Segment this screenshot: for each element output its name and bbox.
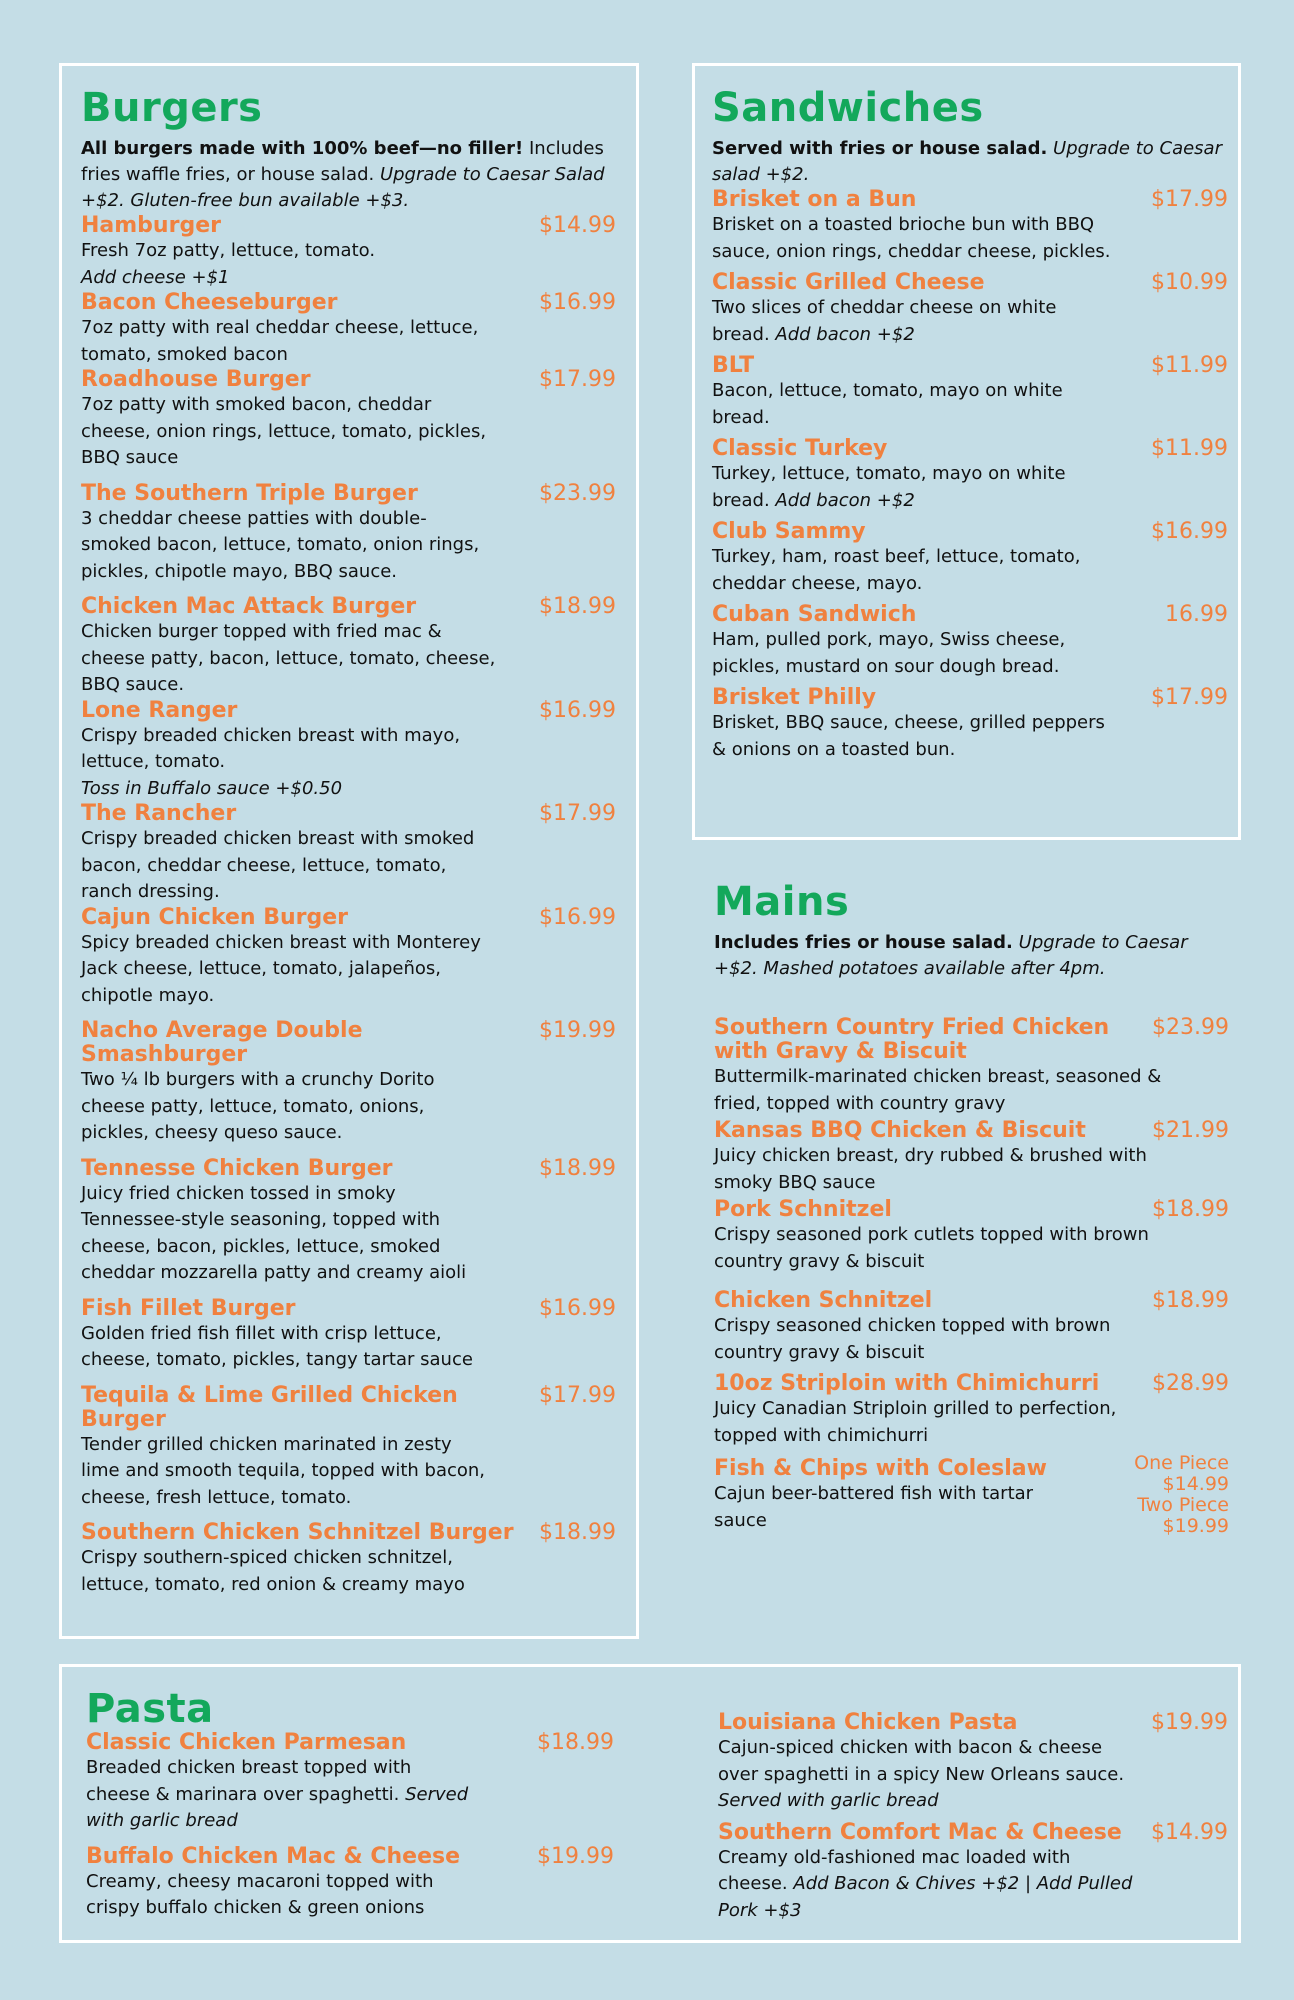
menu-item-name: BLT	[712, 353, 755, 378]
menu-item-name: Southern Chicken Schnitzel Burger	[81, 1520, 514, 1545]
menu-item-desc-text: Breaded chicken breast topped with cheese & marinara over spaghetti.	[86, 1757, 412, 1805]
menu-item-name: Classic Chicken Parmesan	[86, 1730, 407, 1755]
menu-item-desc	[714, 1313, 1229, 1366]
menu-item-name: Chicken Mac Attack Burger	[81, 594, 417, 619]
sandwiches-title: Sandwiches	[712, 85, 984, 131]
mains-list	[714, 1016, 1229, 1449]
menu-item-desc	[81, 1321, 616, 1374]
menu-item-note: Toss in Buffalo sauce +$0.50	[81, 777, 343, 799]
menu-item-name: Pork Schnitzel	[714, 1197, 892, 1222]
menu-item-price: $23.99	[539, 480, 616, 506]
menu-item-cajun-chicken-burger	[81, 906, 616, 1010]
menu-item-desc	[712, 544, 1228, 597]
menu-item-desc	[81, 315, 616, 368]
menu-item-price: $19.99	[1151, 1710, 1228, 1735]
menu-item-classic-grilled-cheese	[712, 271, 1228, 348]
sandwiches-intro	[712, 136, 1228, 188]
menu-item-desc-text: Chicken burger topped with fried mac & cheese patty, bacon, lettuce, tomato, cheese, BBQ sauce.	[81, 621, 496, 695]
menu-item-desc-text: Tender grilled chicken marinated in zesty lime and smooth tequila, topped with bacon, cheese, fresh lettuce, tomato.	[81, 1433, 486, 1508]
menu-item-price: $11.99	[1151, 436, 1228, 461]
menu-item-name: Bacon Cheeseburger	[81, 290, 338, 315]
menu-item-tennesse-chicken-burger	[81, 1157, 616, 1287]
menu-item-name: Nacho Average Double Smashburger	[81, 1018, 363, 1067]
fish-two-piece-price: $19.99	[1162, 1515, 1229, 1537]
menu-item-desc-text: Spicy breaded chicken breast with Monterey Jack cheese, lettuce, tomato, jalapeños, chipotle mayo.	[81, 931, 481, 1006]
menu-item-price: $14.99	[539, 213, 616, 238]
menu-item-name: Chicken Schnitzel	[714, 1288, 933, 1313]
menu-item-price: $23.99	[1152, 1015, 1229, 1040]
menu-item-kansas-bbq-chicken-biscuit	[714, 1119, 1229, 1196]
burgers-intro-italic: Upgrade to Caesar Salad +$2. Gluten-free bun available +$3.	[81, 164, 605, 211]
sandwiches-panel	[692, 63, 1241, 840]
menu-item-classic-turkey	[712, 437, 1228, 514]
menu-item-desc	[81, 619, 616, 699]
menu-item-price: $16.99	[539, 904, 616, 930]
menu-item-note: Add cheese +$1	[81, 266, 230, 288]
menu-item-price: $18.99	[1152, 1197, 1229, 1222]
menu-item-name: Brisket Philly	[712, 685, 877, 710]
menu-item-desc	[86, 1869, 614, 1922]
menu-item-fish-and-chips	[714, 1452, 1229, 1537]
menu-item-desc	[86, 1755, 614, 1835]
menu-item-southern-country-fried-chicken-with-gravy-biscuit	[714, 1016, 1229, 1117]
menu-item-fish-fillet-burger	[81, 1297, 616, 1374]
menu-item-price: $18.99	[539, 1520, 616, 1545]
burgers-panel	[59, 63, 639, 1639]
menu-item-name: Lone Ranger	[81, 697, 238, 723]
menu-item-desc	[714, 1222, 1229, 1275]
menu-item-desc-text: 3 cheddar cheese patties with double-smoked bacon, lettuce, tomato, onion rings, pickles, chipotle mayo, BBQ sauce.	[81, 507, 480, 582]
menu-item-desc	[712, 378, 1228, 431]
menu-item-desc	[714, 1143, 1229, 1196]
menu-item-brisket-philly	[712, 686, 1228, 763]
sandwiches-intro-italic: Upgrade to Caesar salad +$2.	[712, 138, 1222, 185]
mains-intro-italic: Upgrade to Caesar +$2. Mashed potatoes available after 4pm.	[714, 932, 1188, 979]
menu-item-price: $18.99	[539, 1155, 616, 1181]
menu-item-blt	[712, 354, 1228, 431]
fish-two-piece-label: Two Piece	[1137, 1494, 1229, 1516]
menu-item-desc	[712, 212, 1228, 265]
menu-item-louisiana-chicken-pasta	[718, 1711, 1228, 1815]
pasta-left-column	[86, 1731, 614, 1922]
burgers-intro-bold: All burgers made with 100% beef—no filler!	[81, 138, 524, 159]
menu-item-name: Roadhouse Burger	[81, 367, 311, 392]
menu-item-desc-text: Two slices of cheddar cheese on white bread.	[712, 297, 1057, 345]
menu-item-price: 16.99	[1165, 602, 1228, 627]
menu-item-price: $16.99	[1151, 519, 1228, 544]
pasta-panel	[59, 1664, 1241, 1943]
menu-item-desc	[81, 238, 616, 291]
menu-item-name: Fish Fillet Burger	[81, 1295, 296, 1321]
menu-item-name: Cuban Sandwich	[712, 602, 917, 627]
menu-item-roadhouse-burger	[81, 368, 616, 472]
menu-item-price: $14.99	[1151, 1819, 1228, 1845]
menu-item-note: Add bacon +$2	[775, 323, 915, 345]
menu-item-desc	[81, 723, 616, 803]
mains-intro-bold: Includes fries or house salad.	[714, 932, 1013, 953]
menu-item-name: Club Sammy	[712, 519, 866, 544]
menu-item-desc-text: Juicy chicken breast, dry rubbed & brushed with smoky BBQ sauce	[714, 1145, 1147, 1193]
menu-item-desc	[712, 627, 1228, 680]
menu-item-name: Classic Grilled Cheese	[712, 270, 985, 295]
fish-one-piece-price: $14.99	[1162, 1473, 1229, 1495]
menu-item-desc	[81, 392, 616, 472]
pasta-right-column	[718, 1711, 1228, 1924]
menu-item-name: Buffalo Chicken Mac & Cheese	[86, 1843, 461, 1869]
mains-intro	[714, 930, 1229, 982]
menu-item-the-southern-triple-burger	[81, 482, 616, 586]
menu-item-desc-text: Crispy southern-spiced chicken schnitzel, lettuce, tomato, red onion & creamy mayo	[81, 1547, 465, 1595]
menu-item-desc-text: Crispy seasoned chicken topped with brown country gravy & biscuit	[714, 1315, 1111, 1363]
menu-item-desc-text: Creamy, cheesy macaroni topped with crispy buffalo chicken & green onions	[86, 1870, 434, 1918]
menu-item-price: $16.99	[539, 290, 616, 315]
menu-item-desc	[81, 1545, 616, 1598]
menu-item-price: $18.99	[537, 1730, 614, 1755]
menu-item-name: Cajun Chicken Burger	[81, 904, 348, 930]
menu-item-the-rancher	[81, 802, 616, 906]
menu-item-chicken-schnitzel	[714, 1289, 1229, 1366]
menu-item-note: Add Bacon & Chives +$2 | Add Pulled Pork +$3	[718, 1873, 1133, 1921]
menu-item-brisket-on-a-bun	[712, 188, 1228, 265]
menu-item-price: $16.99	[539, 1295, 616, 1321]
sandwiches-intro-bold: Served with fries or house salad.	[712, 138, 1048, 159]
menu-item-desc-text: Crispy breaded chicken breast with mayo, lettuce, tomato.	[81, 724, 461, 772]
menu-item-price: $18.99	[539, 594, 616, 619]
burgers-list	[81, 214, 616, 1598]
menu-item-desc-text: Crispy seasoned pork cutlets topped with brown country gravy & biscuit	[714, 1224, 1149, 1272]
menu-item-price: $11.99	[1151, 353, 1228, 378]
menu-item-desc-text: Ham, pulled pork, mayo, Swiss cheese, pickles, mustard on sour dough bread.	[712, 629, 1066, 677]
menu-item-name: Southern Comfort Mac & Cheese	[718, 1819, 1122, 1845]
menu-item-desc	[718, 1845, 1228, 1925]
menu-item-name: The Southern Triple Burger	[81, 480, 418, 506]
mains-title: Mains	[714, 879, 850, 925]
burgers-intro	[81, 136, 616, 214]
mains-section	[714, 880, 1229, 1580]
menu-item-desc	[718, 1735, 1228, 1815]
menu-item-desc	[714, 1064, 1229, 1117]
menu-item-desc	[714, 1396, 1229, 1449]
menu-item-price: $17.99	[1151, 187, 1228, 212]
menu-item-cuban-sandwich	[712, 603, 1228, 680]
menu-item-desc-text: Fresh 7oz patty, lettuce, tomato.	[81, 240, 376, 261]
menu-item-name: Hamburger	[81, 213, 221, 238]
menu-item-desc-text: 7oz patty with real cheddar cheese, lettuce, tomato, smoked bacon	[81, 317, 479, 365]
menu-item-desc-text: Turkey, ham, roast beef, lettuce, tomato, cheddar cheese, mayo.	[712, 546, 1081, 594]
menu-item-desc-text: Juicy Canadian Striploin grilled to perfection, topped with chimichurri	[714, 1398, 1117, 1446]
menu-item-price: $16.99	[539, 697, 616, 723]
menu-item-name: Louisiana Chicken Pasta	[718, 1710, 1018, 1735]
menu-item-name: Kansas BBQ Chicken & Biscuit	[714, 1118, 1086, 1143]
menu-item-note: Served with garlic bread	[86, 1783, 469, 1831]
menu-item-desc	[81, 826, 616, 906]
menu-item-pork-schnitzel	[714, 1198, 1229, 1275]
menu-item-name: Tennesse Chicken Burger	[81, 1155, 393, 1181]
menu-item-desc-text: Buttermilk-marinated chicken breast, seasoned & fried, topped with country gravy	[714, 1066, 1162, 1114]
menu-item-desc-text: Creamy old-fashioned mac loaded with cheese.	[718, 1846, 1071, 1894]
menu-item-southern-chicken-schnitzel-burger	[81, 1521, 616, 1598]
menu-item-hamburger	[81, 214, 616, 291]
fish-one-piece-label: One Piece	[1134, 1452, 1229, 1474]
menu-item-desc	[81, 506, 616, 586]
menu-item-price: $18.99	[1152, 1288, 1229, 1313]
menu-item-desc-text: 7oz patty with smoked bacon, cheddar cheese, onion rings, lettuce, tomato, pickles, BBQ sauce	[81, 394, 487, 468]
menu-item-desc	[81, 1067, 616, 1147]
menu-item-price: $10.99	[1151, 270, 1228, 295]
menu-item-desc	[81, 1432, 616, 1512]
menu-item-desc-text: Two ¼ lb burgers with a crunchy Dorito cheese patty, lettuce, tomato, onions, pickles, cheesy queso sauce.	[81, 1069, 435, 1143]
menu-item-desc: Cajun beer-battered fish with tartar sauce	[714, 1483, 1034, 1531]
menu-item-nacho-average-double-smashburger	[81, 1019, 616, 1147]
pasta-title: Pasta	[86, 1686, 214, 1732]
menu-item-desc	[712, 461, 1228, 514]
menu-item-price: $21.99	[1152, 1118, 1229, 1143]
menu-item-desc	[712, 295, 1228, 348]
menu-item-bacon-cheeseburger	[81, 291, 616, 368]
burgers-intro-text: Includes fries waffle fries, or house salad.	[81, 138, 604, 185]
menu-item-price: $28.99	[1152, 1371, 1229, 1396]
menu-item-desc-text: Crispy breaded chicken breast with smoked bacon, cheddar cheese, lettuce, tomato, ranch dressing.	[81, 828, 475, 902]
menu-item-price: $19.99	[539, 1018, 616, 1043]
burgers-title: Burgers	[81, 85, 263, 131]
menu-item-name: Classic Turkey	[712, 436, 888, 461]
menu-item-desc-text: Bacon, lettuce, tomato, mayo on white bread.	[712, 380, 1063, 428]
fish-price-block	[1134, 1453, 1229, 1537]
menu-item-desc-text: Brisket, BBQ sauce, cheese, grilled peppers & onions on a toasted bun.	[712, 712, 1105, 760]
menu-item-desc	[81, 1181, 616, 1287]
menu-item-name: The Rancher	[81, 801, 237, 826]
menu-item-note: Served with garlic bread	[718, 1790, 939, 1811]
menu-item-lone-ranger	[81, 699, 616, 803]
menu-item-name: Fish & Chips with Coleslaw	[714, 1456, 1047, 1481]
menu-item-desc-text: Golden fried fish fillet with crisp lettuce, cheese, tomato, pickles, tangy tartar sauce	[81, 1322, 473, 1370]
menu-item-name: Tequila & Lime Grilled Chicken Burger	[81, 1382, 458, 1432]
menu-item-desc-text: Juicy fried chicken tossed in smoky Tennessee-style seasoning, topped with cheese, bacon, pickles, lettuce, smoked cheddar mozzarella patty and creamy aioli	[81, 1182, 467, 1283]
menu-item-classic-chicken-parmesan	[86, 1731, 614, 1835]
menu-item-desc-text: Brisket on a toasted brioche bun with BBQ sauce, onion rings, cheddar cheese, pickles.	[712, 214, 1111, 262]
menu-item-chicken-mac-attack-burger	[81, 595, 616, 699]
menu-item-desc-text: Turkey, lettuce, tomato, mayo on white bread.	[712, 463, 1066, 511]
menu-item-desc-text: Cajun-spiced chicken with bacon & cheese over spaghetti in a spicy New Orleans sauce.	[718, 1737, 1125, 1785]
sandwiches-list	[712, 188, 1228, 763]
menu-item-club-sammy	[712, 520, 1228, 597]
menu-item-price: $17.99	[539, 801, 616, 826]
menu-item-name: 10oz Striploin with Chimichurri	[714, 1371, 1100, 1396]
menu-item-name: Southern Country Fried Chicken with Gravy & Biscuit	[714, 1015, 1110, 1064]
menu-item-tequila-lime-grilled-chicken-burger	[81, 1384, 616, 1512]
menu-item-10oz-striploin-with-chimichurri	[714, 1372, 1229, 1449]
menu-item-note: Add bacon +$2	[775, 489, 915, 511]
menu-item-price: $17.99	[1151, 685, 1228, 710]
menu-item-desc	[712, 710, 1228, 763]
menu-item-name: Brisket on a Bun	[712, 187, 917, 212]
menu-item-southern-comfort-mac-cheese	[718, 1821, 1228, 1925]
menu-item-buffalo-chicken-mac-cheese	[86, 1845, 614, 1922]
menu-item-price: $17.99	[539, 1382, 616, 1408]
menu-item-desc	[81, 930, 616, 1010]
menu-item-price: $17.99	[539, 367, 616, 392]
menu-item-price: $19.99	[537, 1843, 614, 1869]
